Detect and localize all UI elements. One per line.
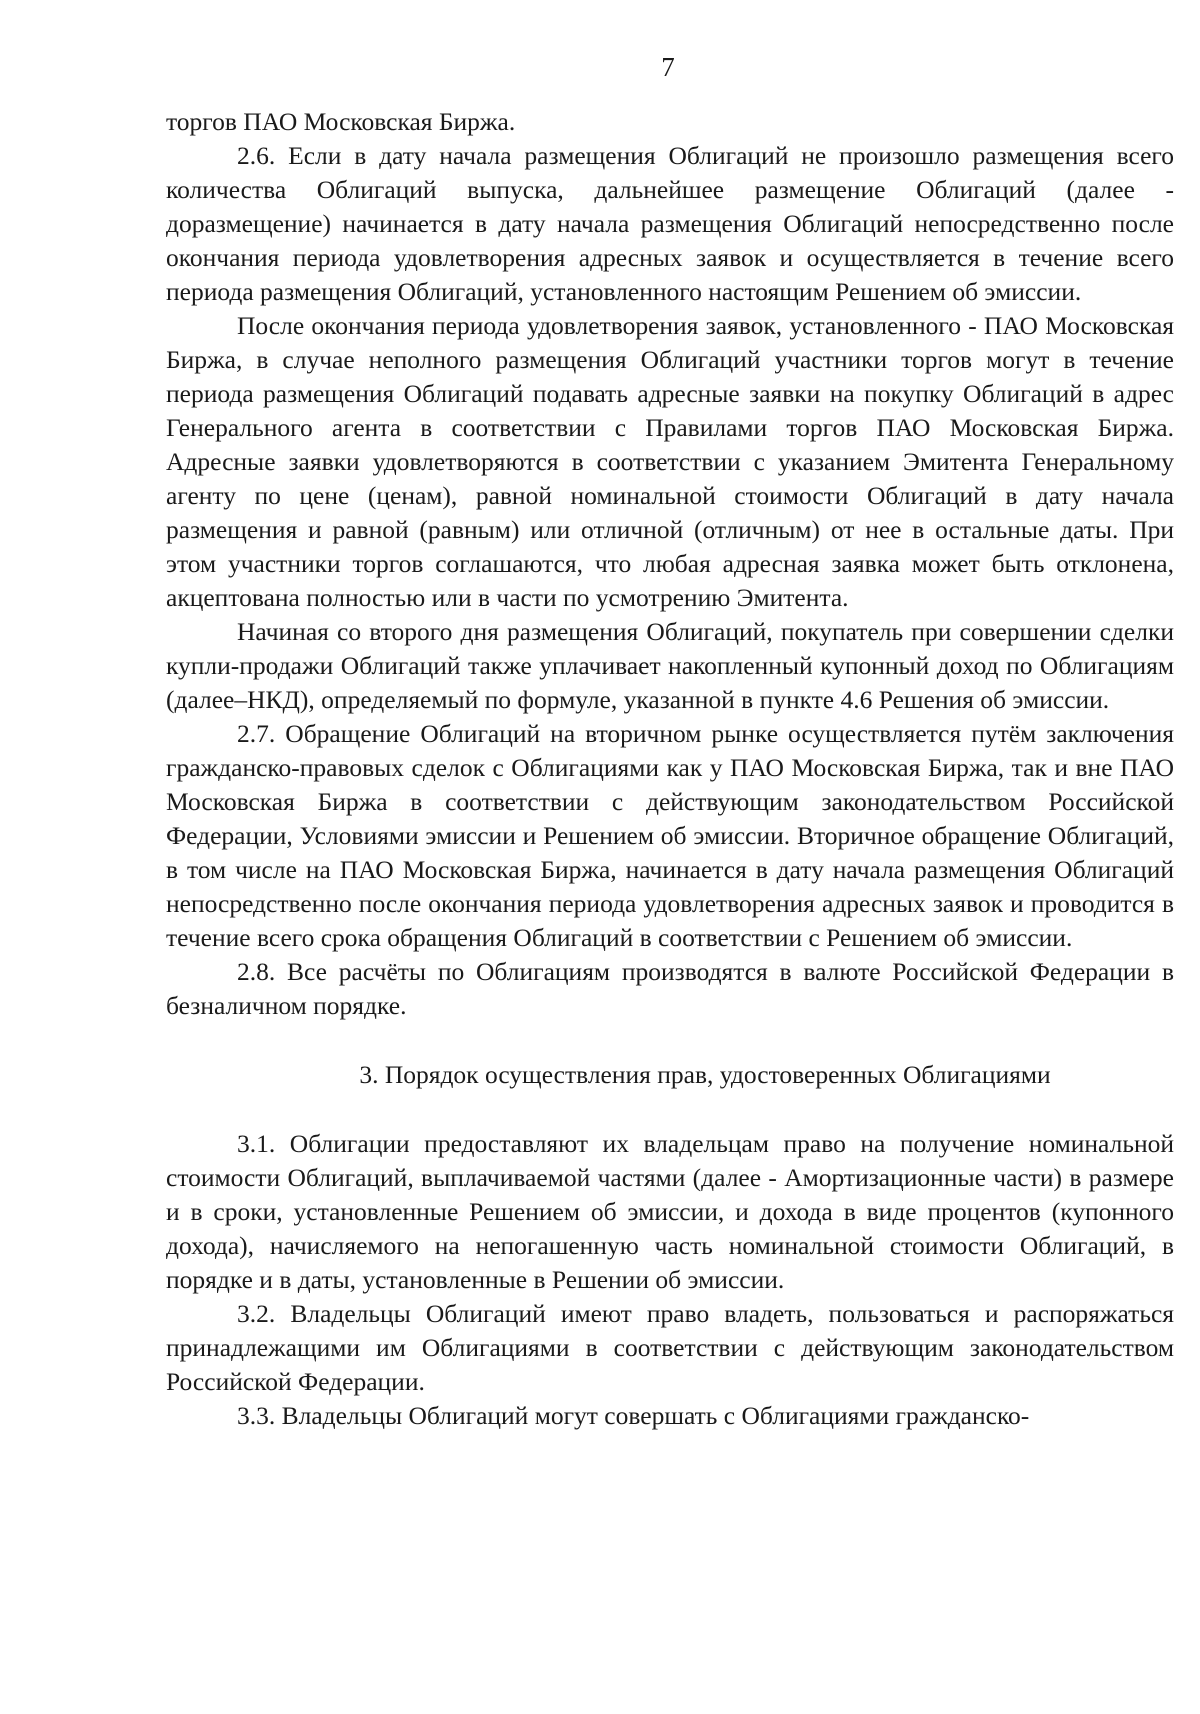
page-number: 7 — [661, 52, 675, 82]
document-body — [166, 105, 1174, 1433]
paragraph-2-6: 2.6. Если в дату начала размещения Облигаций не произошло размещения всего количества Облигаций выпуска, дальнейшее размещение Облигаций (далее - доразмещение) начинается в дату начала размещения Облигаций непосредственно после окончания периода удовлетворения адресных заявок и осуществляется в течение всего периода размещения Облигаций, установленного настоящим Решением об эмиссии. — [166, 141, 1174, 306]
paragraph-2-6-addresses: После окончания периода удовлетворения заявок, установленного - ПАО Московская Биржа, в случае неполного размещения Облигаций участники торгов могут в течение периода размещения Облигаций подавать адресные заявки на покупку Облигаций в адрес Генерального агента в соответствии с Правилами торгов ПАО Московская Биржа. Адресные заявки удовлетворяются в соответствии с указанием Эмитента Генеральному агенту по цене (ценам), равной номинальной стоимости Облигаций в дату начала размещения и равной (равным) или отличной (отличным) от нее в остальные даты. При этом участники торгов соглашаются, что любая адресная заявка может быть отклонена, акцептована полностью или в части по усмотрению Эмитента. — [166, 311, 1174, 612]
section-heading: 3. Порядок осуществления прав, удостоверенных Облигациями — [359, 1060, 1051, 1089]
paragraph-continuation: торгов ПАО Московская Биржа. — [166, 107, 516, 136]
paragraph-2-8: 2.8. Все расчёты по Облигациям производятся в валюте Российской Федерации в безналичном порядке. — [166, 957, 1174, 1020]
paragraph-3-1: 3.1. Облигации предоставляют их владельцам право на получение номинальной стоимости Облигаций, выплачиваемой частями (далее - Амортизационные части) в размере и в сроки, установленные Решением об эмиссии, и дохода в виде процентов (купонного дохода), начисляемого на непогашенную часть номинальной стоимости Облигаций, в порядке и в даты, установленные в Решении об эмиссии. — [166, 1129, 1174, 1294]
paragraph-3-3: 3.3. Владельцы Облигаций могут совершать с Облигациями гражданско- — [237, 1401, 1030, 1430]
paragraph-2-7: 2.7. Обращение Облигаций на вторичном рынке осуществляется путём заключения гражданско-правовых сделок с Облигациями как у ПАО Московская Биржа, так и вне ПАО Московская Биржа в соответствии с действующим законодательством Российской Федерации, Условиями эмиссии и Решением об эмиссии. Вторичное обращение Облигаций, в том числе на ПАО Московская Биржа, начинается в дату начала размещения Облигаций непосредственно после окончания периода удовлетворения адресных заявок и проводится в течение всего срока обращения Облигаций в соответствии с Решением об эмиссии. — [166, 719, 1174, 952]
paragraph-3-2: 3.2. Владельцы Облигаций имеют право владеть, пользоваться и распоряжаться принадлежащими им Облигациями в соответствии с действующим законодательством Российской Федерации. — [166, 1299, 1174, 1396]
paragraph-2-6-nkd: Начиная со второго дня размещения Облигаций, покупатель при совершении сделки купли-продажи Облигаций также уплачивает накопленный купонный доход по Облигациям (далее–НКД), определяемый по формуле, указанной в пункте 4.6 Решения об эмиссии. — [166, 617, 1174, 714]
